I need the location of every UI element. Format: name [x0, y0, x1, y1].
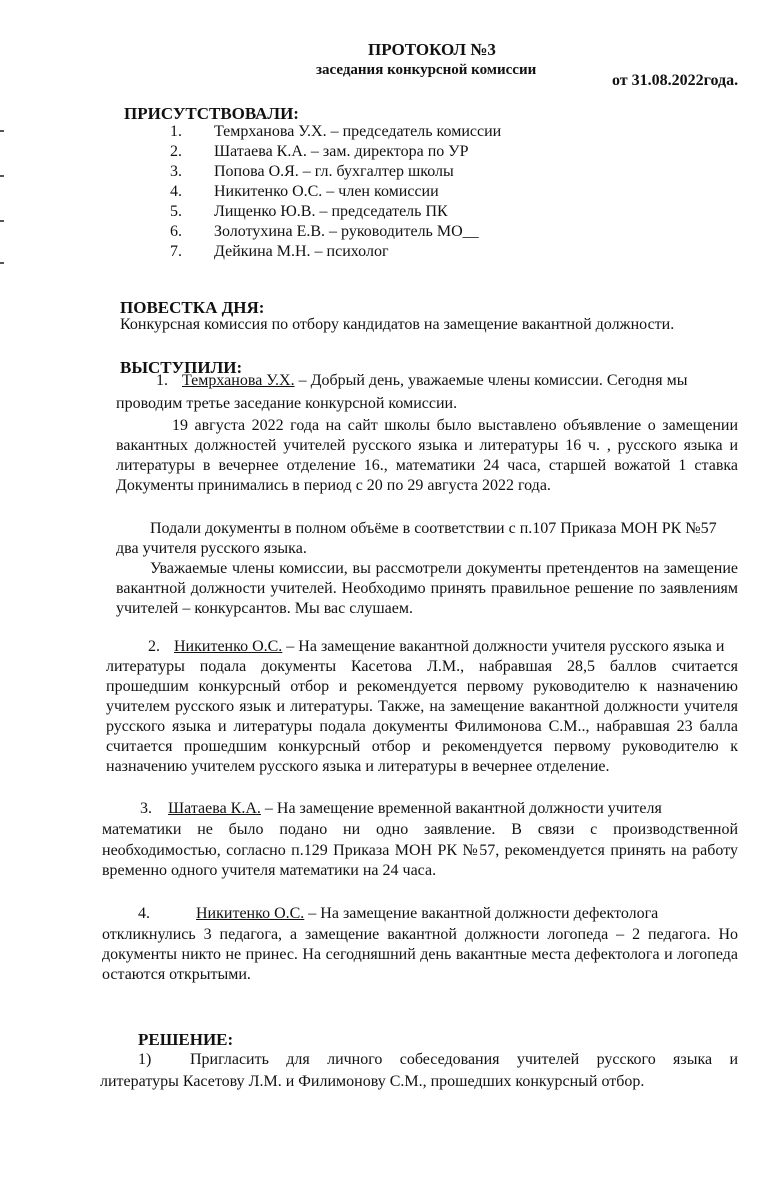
- speech-1-line-9: Уважаемые члены комиссии, вы рассмотрели документы претендентов на замещение: [150, 560, 738, 577]
- present-member-number: 7.: [170, 243, 182, 260]
- present-member-number: 4.: [170, 183, 182, 200]
- speech-2-line-1: Никитенко О.С. – На замещение вакантной должности учителя русского языка и: [174, 638, 725, 655]
- present-member-number: 5.: [170, 203, 182, 220]
- speech-4-number: 4.: [138, 905, 150, 922]
- speech-3-line-3: необходимостью, согласно п.129 Приказа МОН РК №57, рекомендуется принять на работу: [102, 842, 738, 859]
- speech-4-line-1: Никитенко О.С. – На замещение вакантной должности дефектолога: [196, 905, 659, 922]
- speech-2-line-3: прошедшим конкурсный отбор и рекомендуется первому руководителю к назначению: [106, 678, 738, 695]
- present-member-number: 1.: [170, 123, 182, 140]
- speech-2-line-4: учителем русского язык и литературы. Также, на замещение вакантной должности учителя: [106, 698, 738, 715]
- speech-1-line-1: Темрханова У.Х. – Добрый день, уважаемые члены комиссии. Сегодня мы: [182, 372, 688, 389]
- document-subtitle: заседания конкурсной комиссии: [316, 62, 537, 78]
- speech-4-speaker: Никитенко О.С.: [196, 905, 305, 922]
- speech-1-number: 1.: [156, 372, 168, 389]
- scan-mark: [0, 175, 4, 177]
- document-title: ПРОТОКОЛ №3: [368, 40, 496, 59]
- speech-2-line-2: литературы подала документы Касетова Л.М., набравшая 28,5 баллов считается: [106, 658, 738, 675]
- speeches-heading: ВЫСТУПИЛИ:: [120, 358, 243, 377]
- speech-2-line-6: считается прошедшим конкурсный отбор и рекомендуется первому руководителю к: [106, 738, 738, 755]
- speech-3-number: 3.: [140, 800, 152, 817]
- decision-number: 1): [138, 1051, 152, 1068]
- speech-1-line-11: учителей – конкурсантов. Мы вас слушаем.: [116, 600, 413, 617]
- scan-mark: [0, 220, 4, 222]
- speech-3-speaker: Шатаева К.А.: [168, 800, 261, 817]
- speech-4-line-4: остаются открытыми.: [102, 966, 251, 983]
- decision-line-1: Пригласить для личного собеседования учителей русского языка и: [190, 1051, 738, 1068]
- document-date: от 31.08.2022года.: [612, 72, 739, 89]
- speech-2-speaker: Никитенко О.С.: [174, 638, 283, 655]
- present-member-number: 3.: [170, 163, 182, 180]
- speech-1-line-10: вакантной должности учителей. Необходимо принять правильное решение по заявлениям: [116, 580, 738, 597]
- speech-1-line-2: проводим третье заседание конкурсной комиссии.: [116, 395, 458, 412]
- speech-2-number: 2.: [148, 638, 160, 655]
- speech-3-line-1: Шатаева К.А. – На замещение временной вакантной должности учителя: [168, 800, 662, 817]
- speech-4-line-3: документы никто не принес. На сегодняшний день вакантные места дефектолога и логопеда: [102, 946, 738, 963]
- present-member-text: Золотухина Е.В. – руководитель МО__: [214, 223, 479, 240]
- speech-2-line-5: русского языка и литературы подала документы Филимонова С.М.., набравшая 23 балла: [106, 718, 738, 735]
- speech-4-line-2: откликнулись 3 педагога, а замещение вакантной должности логопеда – 2 педагога. Но: [102, 926, 738, 943]
- present-member-text: Никитенко О.С. – член комиссии: [214, 183, 439, 200]
- present-member-text: Шатаева К.А. – зам. директора по УР: [214, 143, 469, 160]
- speech-3-line-2: математики не было подано ни одно заявление. В связи с производственной: [102, 821, 738, 838]
- speech-1-line-8: два учителя русского языка.: [116, 540, 307, 557]
- present-member-number: 2.: [170, 143, 182, 160]
- present-member-text: Лищенко Ю.В. – председатель ПК: [214, 203, 448, 220]
- present-heading: ПРИСУТСТВОВАЛИ:: [124, 104, 299, 123]
- agenda-heading: ПОВЕСТКА ДНЯ:: [120, 298, 265, 317]
- decision-line-2: литературы Касетову Л.М. и Филимонову С.М., прошедших конкурсный отбор.: [100, 1073, 645, 1090]
- speech-1-line-3: 19 августа 2022 года на сайт школы было выставлено объявление о замещении: [172, 417, 738, 434]
- speech-1-line-6: Документы принимались в период с 20 по 29 августа 2022 года.: [116, 477, 551, 494]
- decision-heading: РЕШЕНИЕ:: [138, 1030, 234, 1049]
- scan-mark: [0, 262, 4, 264]
- agenda-text: Конкурсная комиссия по отбору кандидатов на замещение вакантной должности.: [120, 316, 675, 333]
- present-member-text: Темрханова У.Х. – председатель комиссии: [214, 123, 502, 140]
- speech-1-line-7: Подали документы в полном объёме в соответствии с п.107 Приказа МОН РК №57: [150, 520, 717, 537]
- present-member-text: Дейкина М.Н. – психолог: [214, 243, 389, 260]
- speech-3-line-4: временно одного учителя математики на 24 часа.: [102, 862, 437, 879]
- present-member-number: 6.: [170, 223, 182, 240]
- speech-1-line-5: литературы в вечернее отделение 16., математики 24 часа, старшей вожатой 1 ставка: [116, 457, 738, 474]
- speech-1-line-4: вакантных должностей учителей русского языка и литературы 16 ч. , русского языка и: [116, 437, 738, 454]
- speech-2-line-7: назначению учителем русского языка и литературы в вечернее отделение.: [106, 758, 610, 775]
- present-member-text: Попова О.Я. – гл. бухгалтер школы: [214, 163, 454, 180]
- scan-mark: [0, 130, 4, 132]
- speech-1-speaker: Темрханова У.Х.: [182, 372, 295, 389]
